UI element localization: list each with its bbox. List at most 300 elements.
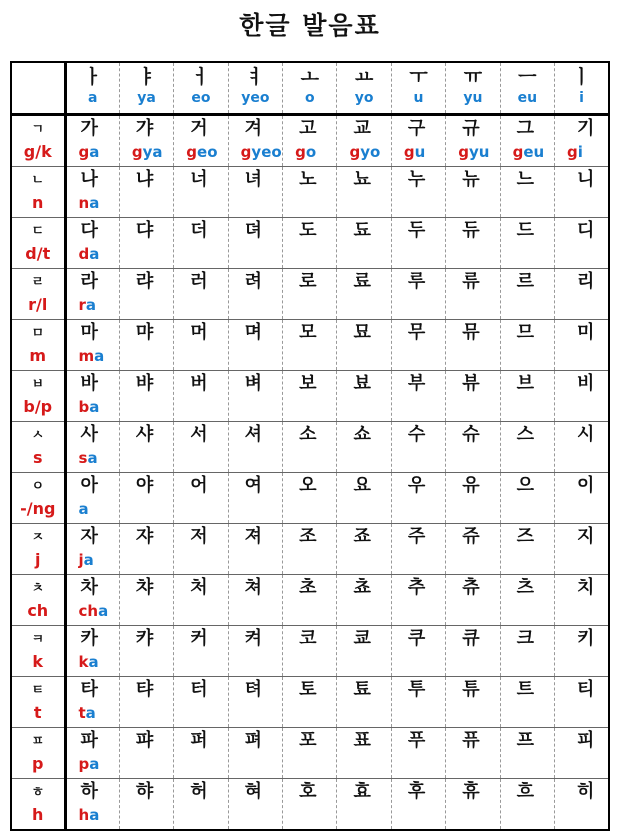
consonant-jamo: ㅂ [31,377,45,392]
vowel-header-yeo [228,62,282,115]
syllable: 툐 [353,679,371,700]
romanization-consonant: g [78,143,90,161]
vowel-header-yu [446,62,500,115]
syllable: 죠 [353,526,371,547]
syllable: 저 [190,526,208,547]
romanization-vowel: o [305,143,317,161]
syllable: 허 [190,781,208,802]
syllable-cell [337,728,391,779]
vowel-header-eu [500,62,554,115]
romanization-vowel: yu [468,143,490,161]
syllable: 기 [577,118,595,139]
vowel-header-a [65,62,119,115]
consonant-jamo: ㅍ [31,734,45,749]
syllable: 묘 [353,322,371,343]
romanization-vowel: a [83,551,94,569]
consonant-jamo: ㄹ [31,275,45,290]
syllable-cell [228,167,282,218]
syllable-cell [555,728,609,779]
syllable: 라 [80,271,98,292]
consonant-row [11,218,609,269]
syllable-cell [119,269,173,320]
syllable-cell [228,320,282,371]
syllable: 마 [80,322,98,343]
syllable-cell [500,677,554,728]
syllable-cell [555,779,609,831]
syllable: 파 [80,730,98,751]
syllable-cell [500,779,554,831]
consonant-jamo: ㅊ [31,581,45,596]
syllable-romanization [555,141,608,163]
consonant-row [11,269,609,320]
syllable-cell [228,779,282,831]
syllable-cell [65,779,119,831]
syllable-cell [555,626,609,677]
syllable-cell [337,218,391,269]
romanization-vowel: a [89,194,100,212]
vowel-header-ya [119,62,173,115]
syllable-cell [337,422,391,473]
syllable: 하 [80,781,98,802]
syllable: 츠 [516,577,535,598]
syllable-cell [283,728,337,779]
romanization-vowel: u [414,143,426,161]
syllable-cell [391,626,445,677]
syllable: 보 [299,373,317,394]
syllable-cell [391,320,445,371]
syllable: 바 [80,373,98,394]
syllable: 머 [190,322,208,343]
syllable: 갸 [135,118,154,139]
syllable-cell [174,371,228,422]
syllable: 그 [516,118,535,139]
syllable-cell [555,269,609,320]
syllable: 뉴 [462,169,480,190]
syllable-cell [337,167,391,218]
syllable: 로 [299,271,317,292]
syllable: 즈 [516,526,535,547]
romanization-consonant: t [78,704,86,722]
syllable: 푸 [407,730,426,751]
syllable-cell [446,473,500,524]
syllable-cell [446,115,500,167]
vowel-romanization: yeo [241,90,270,106]
syllable: 도 [299,220,317,241]
romanization-consonant: g [295,143,306,161]
syllable: 주 [407,526,426,547]
syllable-cell [119,779,173,831]
syllable: 투 [407,679,426,700]
syllable-cell [337,473,391,524]
syllable-cell [555,371,609,422]
syllable-cell [446,320,500,371]
romanization-consonant: b [78,398,90,416]
syllable: 노 [299,169,317,190]
vowel-romanization: yu [463,90,483,106]
syllable-romanization [174,141,227,163]
romanization-consonant: g [567,143,578,161]
syllable: 우 [407,475,426,496]
syllable: 챠 [135,577,154,598]
vowel-jamo: ㅡ [518,66,537,88]
syllable: 려 [244,271,263,292]
consonant-row [11,320,609,371]
syllable-cell [337,575,391,626]
vowel-header-eo [174,62,228,115]
syllable-cell [391,728,445,779]
syllable: 요 [353,475,371,496]
syllable-cell [446,371,500,422]
syllable: 터 [190,679,208,700]
syllable: 어 [190,475,208,496]
consonant-row [11,575,609,626]
syllable-cell [500,728,554,779]
romanization-consonant: d [78,245,90,263]
syllable-cell [119,677,173,728]
romanization-consonant: s [78,449,88,467]
vowel-header-row [11,62,609,115]
consonant-header [11,218,65,269]
syllable-cell [228,626,282,677]
romanization-vowel: i [577,143,583,161]
consonant-romanization: b/p [23,397,53,416]
syllable: 튜 [462,679,480,700]
syllable-cell [174,728,228,779]
syllable: 겨 [244,118,263,139]
syllable: 브 [516,373,535,394]
syllable: 이 [577,475,595,496]
syllable-cell [119,422,173,473]
syllable: 쇼 [353,424,371,445]
vowel-romanization: a [87,90,98,106]
syllable: 키 [577,628,595,649]
syllable-cell [65,167,119,218]
consonant-jamo: ㄷ [31,224,45,239]
syllable-cell [65,269,119,320]
syllable-romanization [67,396,119,418]
syllable: 너 [190,169,208,190]
syllable: 나 [80,169,98,190]
syllable-cell [446,269,500,320]
syllable-cell [119,115,173,167]
consonant-header [11,728,65,779]
syllable-romanization [337,141,390,163]
syllable: 티 [577,679,595,700]
syllable: 프 [516,730,535,751]
syllable-cell [500,218,554,269]
syllable: 타 [80,679,98,700]
syllable-cell [337,677,391,728]
romanization-vowel: eo [197,143,218,161]
syllable: 큐 [462,628,480,649]
syllable-cell [500,626,554,677]
romanization-consonant: r [78,296,86,314]
syllable: 흐 [516,781,535,802]
syllable-cell [228,218,282,269]
syllable: 댜 [135,220,154,241]
syllable: 텨 [244,679,263,700]
vowel-romanization: i [579,90,584,106]
syllable-cell [65,422,119,473]
syllable: 뵤 [353,373,371,394]
syllable: 차 [80,577,98,598]
consonant-romanization: h [32,805,44,824]
syllable: 미 [577,322,595,343]
syllable-cell [337,779,391,831]
syllable-romanization [67,600,119,622]
consonant-row [11,422,609,473]
consonant-jamo: ㅅ [31,428,45,443]
syllable-cell [391,575,445,626]
consonant-header [11,371,65,422]
syllable: 고 [299,118,317,139]
romanization-vowel: a [89,245,100,263]
vowel-jamo: ㅠ [463,66,483,88]
syllable: 드 [516,220,535,241]
syllable: 커 [190,628,208,649]
consonant-romanization: k [32,652,44,671]
syllable: 쟈 [135,526,154,547]
syllable-cell [174,524,228,575]
syllable: 지 [577,526,595,547]
syllable-cell [500,524,554,575]
syllable-cell [337,269,391,320]
consonant-jamo: ㄴ [31,173,45,188]
syllable: 오 [299,475,317,496]
consonant-header [11,524,65,575]
syllable-cell [555,115,609,167]
vowel-jamo: ㅜ [409,66,428,88]
vowel-jamo: ㅗ [300,66,319,88]
syllable: 햐 [135,781,154,802]
vowel-header-i [555,62,609,115]
vowel-jamo: ㅏ [83,66,102,88]
syllable-cell [500,269,554,320]
syllable-cell [119,524,173,575]
syllable: 으 [516,475,535,496]
syllable-cell [337,626,391,677]
syllable: 구 [407,118,426,139]
romanization-consonant: h [78,806,90,824]
vowel-romanization: ya [137,90,156,106]
syllable: 니 [577,169,595,190]
syllable: 먀 [135,322,154,343]
syllable-cell [283,371,337,422]
syllable-cell [391,371,445,422]
consonant-romanization: s [32,448,43,467]
vowel-header-u [391,62,445,115]
syllable: 랴 [135,271,154,292]
syllable-cell [446,575,500,626]
consonant-row [11,473,609,524]
syllable: 루 [407,271,426,292]
syllable: 뎌 [244,220,263,241]
syllable: 야 [135,475,154,496]
syllable-cell [446,422,500,473]
syllable-cell [500,115,554,167]
syllable: 수 [407,424,426,445]
syllable-cell [228,371,282,422]
romanization-consonant: ch [78,602,99,620]
consonant-romanization: d/t [25,244,51,263]
consonant-jamo: ㅌ [31,683,45,698]
consonant-header [11,115,65,167]
syllable: 아 [80,475,98,496]
syllable-cell [555,320,609,371]
romanization-vowel: a [94,347,105,365]
syllable: 추 [407,577,426,598]
syllable: 펴 [244,730,263,751]
syllable: 쵸 [353,577,371,598]
syllable-cell [391,269,445,320]
syllable-cell [500,371,554,422]
syllable-cell [500,473,554,524]
syllable: 누 [407,169,426,190]
syllable-cell [174,473,228,524]
romanization-consonant: g [186,143,198,161]
consonant-jamo: ㄱ [31,122,45,137]
syllable: 듀 [462,220,480,241]
syllable-cell [283,269,337,320]
syllable-cell [283,677,337,728]
syllable: 무 [407,322,426,343]
syllable-romanization [67,345,119,367]
syllable: 다 [80,220,98,241]
corner-cell [11,62,65,115]
syllable: 느 [516,169,535,190]
syllable-cell [119,371,173,422]
syllable-cell [446,728,500,779]
syllable-romanization [67,243,119,265]
syllable-romanization [283,141,336,163]
syllable-romanization [446,141,499,163]
romanization-consonant: g [458,143,469,161]
consonant-row [11,779,609,831]
syllable-romanization [67,498,119,520]
romanization-consonant: g [131,143,143,161]
syllable: 유 [462,475,480,496]
syllable: 교 [353,118,371,139]
syllable: 켜 [244,628,263,649]
consonant-header [11,422,65,473]
syllable-cell [228,473,282,524]
syllable: 거 [190,118,208,139]
syllable: 됴 [353,220,371,241]
syllable-romanization [67,549,119,571]
syllable-cell [283,575,337,626]
syllable-cell [174,269,228,320]
syllable: 초 [299,577,317,598]
syllable-cell [500,167,554,218]
syllable-cell [174,677,228,728]
syllable-romanization [67,192,119,214]
syllable: 서 [190,424,208,445]
syllable: 모 [299,322,317,343]
romanization-vowel: ya [142,143,163,161]
syllable-cell [446,779,500,831]
romanization-vowel: yo [360,143,381,161]
syllable-cell [391,218,445,269]
syllable-cell [555,473,609,524]
syllable-cell [555,167,609,218]
syllable-romanization [229,141,282,163]
vowel-jamo: ㅛ [354,66,374,88]
syllable: 녀 [244,169,263,190]
syllable-cell [283,779,337,831]
syllable-cell [391,779,445,831]
romanization-vowel: a [98,602,109,620]
syllable-cell [119,167,173,218]
syllable: 캬 [135,628,154,649]
syllable: 표 [353,730,371,751]
consonant-row [11,677,609,728]
syllable-romanization [501,141,554,163]
syllable-cell [119,473,173,524]
consonant-row [11,371,609,422]
syllable: 벼 [244,373,263,394]
syllable-cell [65,728,119,779]
syllable: 사 [80,424,98,445]
syllable-cell [119,320,173,371]
consonant-romanization: ch [27,601,49,620]
pronunciation-table [10,61,610,831]
syllable-cell [391,167,445,218]
consonant-header [11,320,65,371]
syllable-cell [283,524,337,575]
syllable: 호 [299,781,317,802]
syllable: 치 [577,577,595,598]
syllable-cell [337,320,391,371]
syllable-cell [65,677,119,728]
syllable: 샤 [135,424,154,445]
syllable: 두 [407,220,426,241]
consonant-jamo: ㅇ [31,479,45,494]
syllable: 리 [577,271,595,292]
syllable: 슈 [462,424,480,445]
consonant-row [11,626,609,677]
syllable-cell [555,524,609,575]
syllable-cell [555,218,609,269]
consonant-jamo: ㅋ [31,632,45,647]
romanization-consonant: m [78,347,95,365]
syllable-cell [65,626,119,677]
syllable-cell [555,422,609,473]
syllable-cell [500,575,554,626]
syllable: 크 [516,628,535,649]
syllable-cell [391,115,445,167]
syllable-romanization [67,702,119,724]
consonant-romanization: p [32,754,44,773]
consonant-romanization: r/l [28,295,48,314]
syllable-cell [65,575,119,626]
syllable-cell [555,677,609,728]
syllable-cell [174,779,228,831]
syllable: 쿠 [407,628,426,649]
syllable: 포 [299,730,317,751]
syllable-cell [174,115,228,167]
syllable-romanization [67,447,119,469]
consonant-header [11,575,65,626]
consonant-romanization: t [33,703,42,722]
vowel-header-yo [337,62,391,115]
syllable-cell [228,422,282,473]
vowel-jamo: ㅓ [191,66,211,88]
syllable: 피 [577,730,595,751]
syllable-cell [65,473,119,524]
syllable: 쳐 [244,577,263,598]
syllable: 뇨 [353,169,371,190]
consonant-jamo: ㅈ [31,530,45,545]
